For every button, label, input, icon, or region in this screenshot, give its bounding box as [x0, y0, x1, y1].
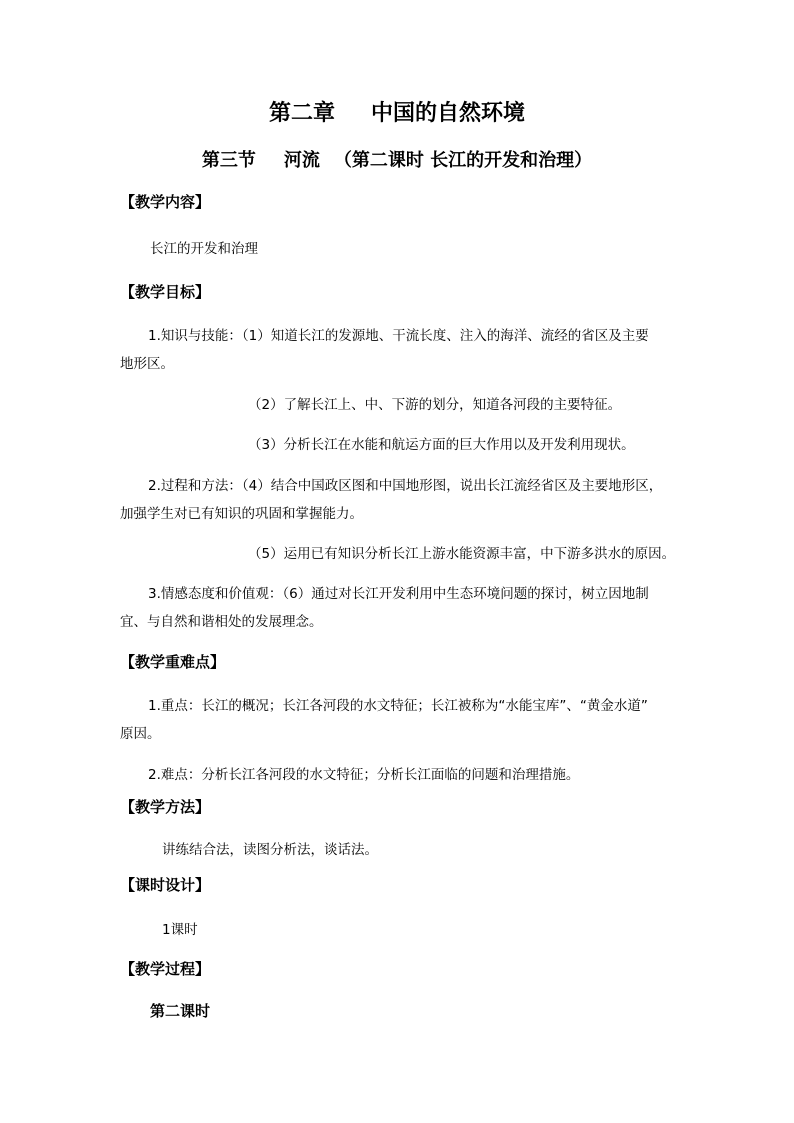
heading-content: 【教学内容】: [120, 193, 211, 211]
goal-2-line-2: 加强学生对已有知识的巩固和掌握能力。: [120, 506, 363, 522]
methods-text: 讲练结合法，读图分析法，谈话法。: [162, 842, 378, 858]
goal-3-line-2: 宜、与自然和谐相处的发展理念。: [120, 614, 323, 630]
goal-3-line-1: 3.情感态度和价值观：（6）通过对长江开发利用中生态环境问题的探讨，树立因地制: [148, 586, 649, 602]
chapter-name: 中国的自然环境: [371, 100, 526, 126]
section-number: 第三节: [201, 150, 256, 171]
design-text: 1课时: [162, 922, 198, 938]
goal-1-line-2: 地形区。: [120, 356, 174, 372]
heading-goals: 【教学目标】: [120, 283, 211, 301]
section-topic: 河流: [283, 150, 320, 171]
section-title: [0, 146, 794, 172]
keypoint-1-line-1: 1.重点：长江的概况；长江各河段的水文特征；长江被称为“水能宝库”、“黄金水道”: [148, 698, 648, 714]
heading-design: 【课时设计】: [120, 876, 211, 894]
goal-1-sub-3: （3）分析长江在水能和航运方面的巨大作用以及开发利用现状。: [248, 437, 635, 453]
keypoint-1-line-2: 原因。: [120, 726, 161, 742]
goal-2-line-1: 2.过程和方法：（4）结合中国政区图和中国地形图，说出长江流经省区及主要地形区，: [148, 478, 663, 494]
section-lesson: （第二课时 长江的开发和治理）: [333, 150, 593, 171]
heading-methods: 【教学方法】: [120, 798, 211, 816]
chapter-title: [0, 96, 794, 127]
goal-2-sub-5: （5）运用已有知识分析长江上游水能资源丰富，中下游多洪水的原因。: [248, 546, 676, 562]
process-lesson: 第二课时: [150, 1002, 211, 1020]
heading-keypoints: 【教学重难点】: [120, 653, 226, 671]
keypoint-2: 2.难点：分析长江各河段的水文特征；分析长江面临的问题和治理措施。: [148, 767, 580, 783]
goal-1-sub-2: （2）了解长江上、中、下游的划分，知道各河段的主要特征。: [248, 397, 622, 413]
chapter-number: 第二章: [268, 100, 335, 126]
goal-1-line-1: 1.知识与技能：（1）知道长江的发源地、干流长度、注入的海洋、流经的省区及主要: [148, 328, 649, 344]
heading-process: 【教学过程】: [120, 960, 211, 978]
content-text: 长江的开发和治理: [150, 241, 258, 257]
